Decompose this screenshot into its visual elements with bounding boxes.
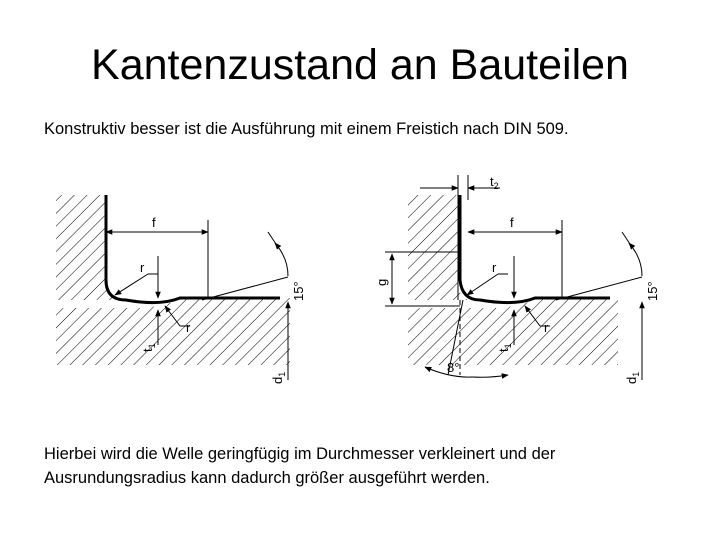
technical-drawing: [20, 160, 700, 390]
right-shoulder-hatch: [408, 195, 472, 300]
left-drawing: [56, 195, 306, 384]
left-label-t1: $t_1$: [140, 343, 157, 352]
right-label-15deg: 15°: [645, 281, 660, 301]
intro-text: Konstruktiv besser ist die Ausführung mit einem Freistich nach DIN 509.: [44, 120, 569, 138]
left-label-r-top: r: [140, 260, 145, 275]
right-label-d1: $d_1$: [624, 371, 641, 384]
right-label-g: g: [374, 278, 389, 286]
right-drawing: [374, 174, 660, 384]
left-label-r-bottom: r: [186, 320, 191, 335]
right-label-f: f: [510, 215, 514, 230]
right-label-r-bottom: r: [544, 320, 549, 335]
right-label-t1: $t_1$: [496, 343, 513, 352]
outro-text: Hierbei wird die Welle geringfügig im Durchmesser verkleinert und der Ausrundungsradius kann dadurch größer ausgeführt werden.: [44, 445, 556, 487]
undercut-drawings: [20, 160, 700, 390]
slide-title: Kantenzustand an Bauteilen: [91, 41, 629, 89]
right-label-t2: $t_2$: [490, 174, 499, 191]
left-label-d1: $d_1$: [270, 371, 287, 384]
right-contour: [460, 195, 610, 303]
right-shaft-hatch: [408, 298, 618, 365]
right-label-r-top: r: [492, 260, 497, 275]
left-shoulder-hatch: [56, 195, 120, 300]
left-label-f: f: [152, 215, 156, 230]
left-label-15deg: 15°: [291, 281, 306, 301]
right-label-8deg: 8°: [447, 360, 460, 375]
left-shaft-hatch: [56, 298, 290, 365]
